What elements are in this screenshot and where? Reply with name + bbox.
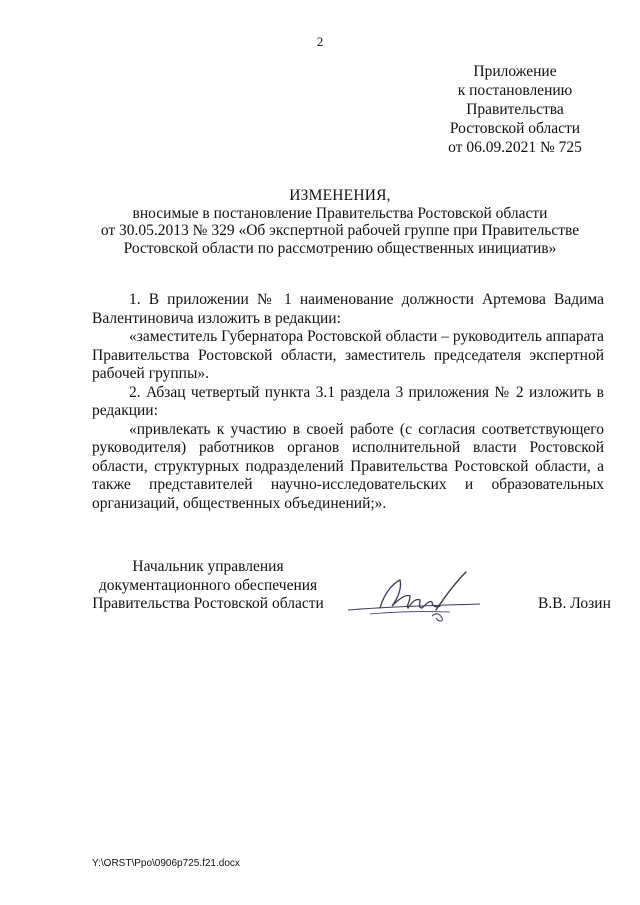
appendix-line: Приложение (473, 63, 557, 80)
appendix-block (400, 62, 630, 157)
signatory-position-line: Правительства Ростовской области (92, 595, 324, 612)
appendix-line: к постановлению (457, 82, 573, 99)
signatory-name: В.В. Лозин (538, 595, 611, 612)
document-heading (40, 187, 640, 257)
handwritten-signature (340, 564, 490, 624)
document-body (92, 291, 604, 513)
file-path: Y:\ORST\Ppo\0906p725.f21.docx (92, 858, 240, 869)
body-paragraph: «заместитель Губернатора Ростовской области – руководитель аппарата Правительства Ростовской области, заместитель председателя экспертной рабочей группы». (92, 328, 604, 382)
heading-line: вносимые в постановление Правительства Ростовской области (132, 204, 548, 222)
heading-line: от 30.05.2013 № 329 «Об экспертной рабочей группе при Правительстве (100, 222, 580, 239)
page-number: 2 (316, 34, 324, 49)
body-paragraph: 1. В приложении № 1 наименование должности Артемова Вадима Валентиновича изложить в редакции: (92, 291, 604, 327)
heading-line: Ростовской области по рассмотрению общественных инициатив» (123, 239, 557, 257)
appendix-line: от 06.09.2021 № 725 (448, 139, 582, 156)
body-paragraph: «привлекать к участию в своей работе (с согласия соответствующего руководителя) работников органов исполнительной власти Ростовской области, структурных подразделений Правительства Ростовской области, а также представителей научно-исследовательских и образовательных организаций, общественных объединений;». (92, 420, 604, 512)
signatory-position-line: документационного обеспечения (98, 576, 318, 594)
appendix-line: Ростовской области (449, 120, 581, 137)
body-paragraph: 2. Абзац четвертый пункта 3.1 раздела 3 приложения № 2 изложить в редакции: (92, 383, 604, 419)
signatory-position (88, 558, 328, 614)
appendix-line: Правительства (466, 101, 564, 118)
signature-block (0, 558, 640, 618)
heading-title: ИЗМЕНЕНИЯ, (289, 187, 391, 204)
signatory-position-line: Начальник управления (132, 558, 284, 575)
